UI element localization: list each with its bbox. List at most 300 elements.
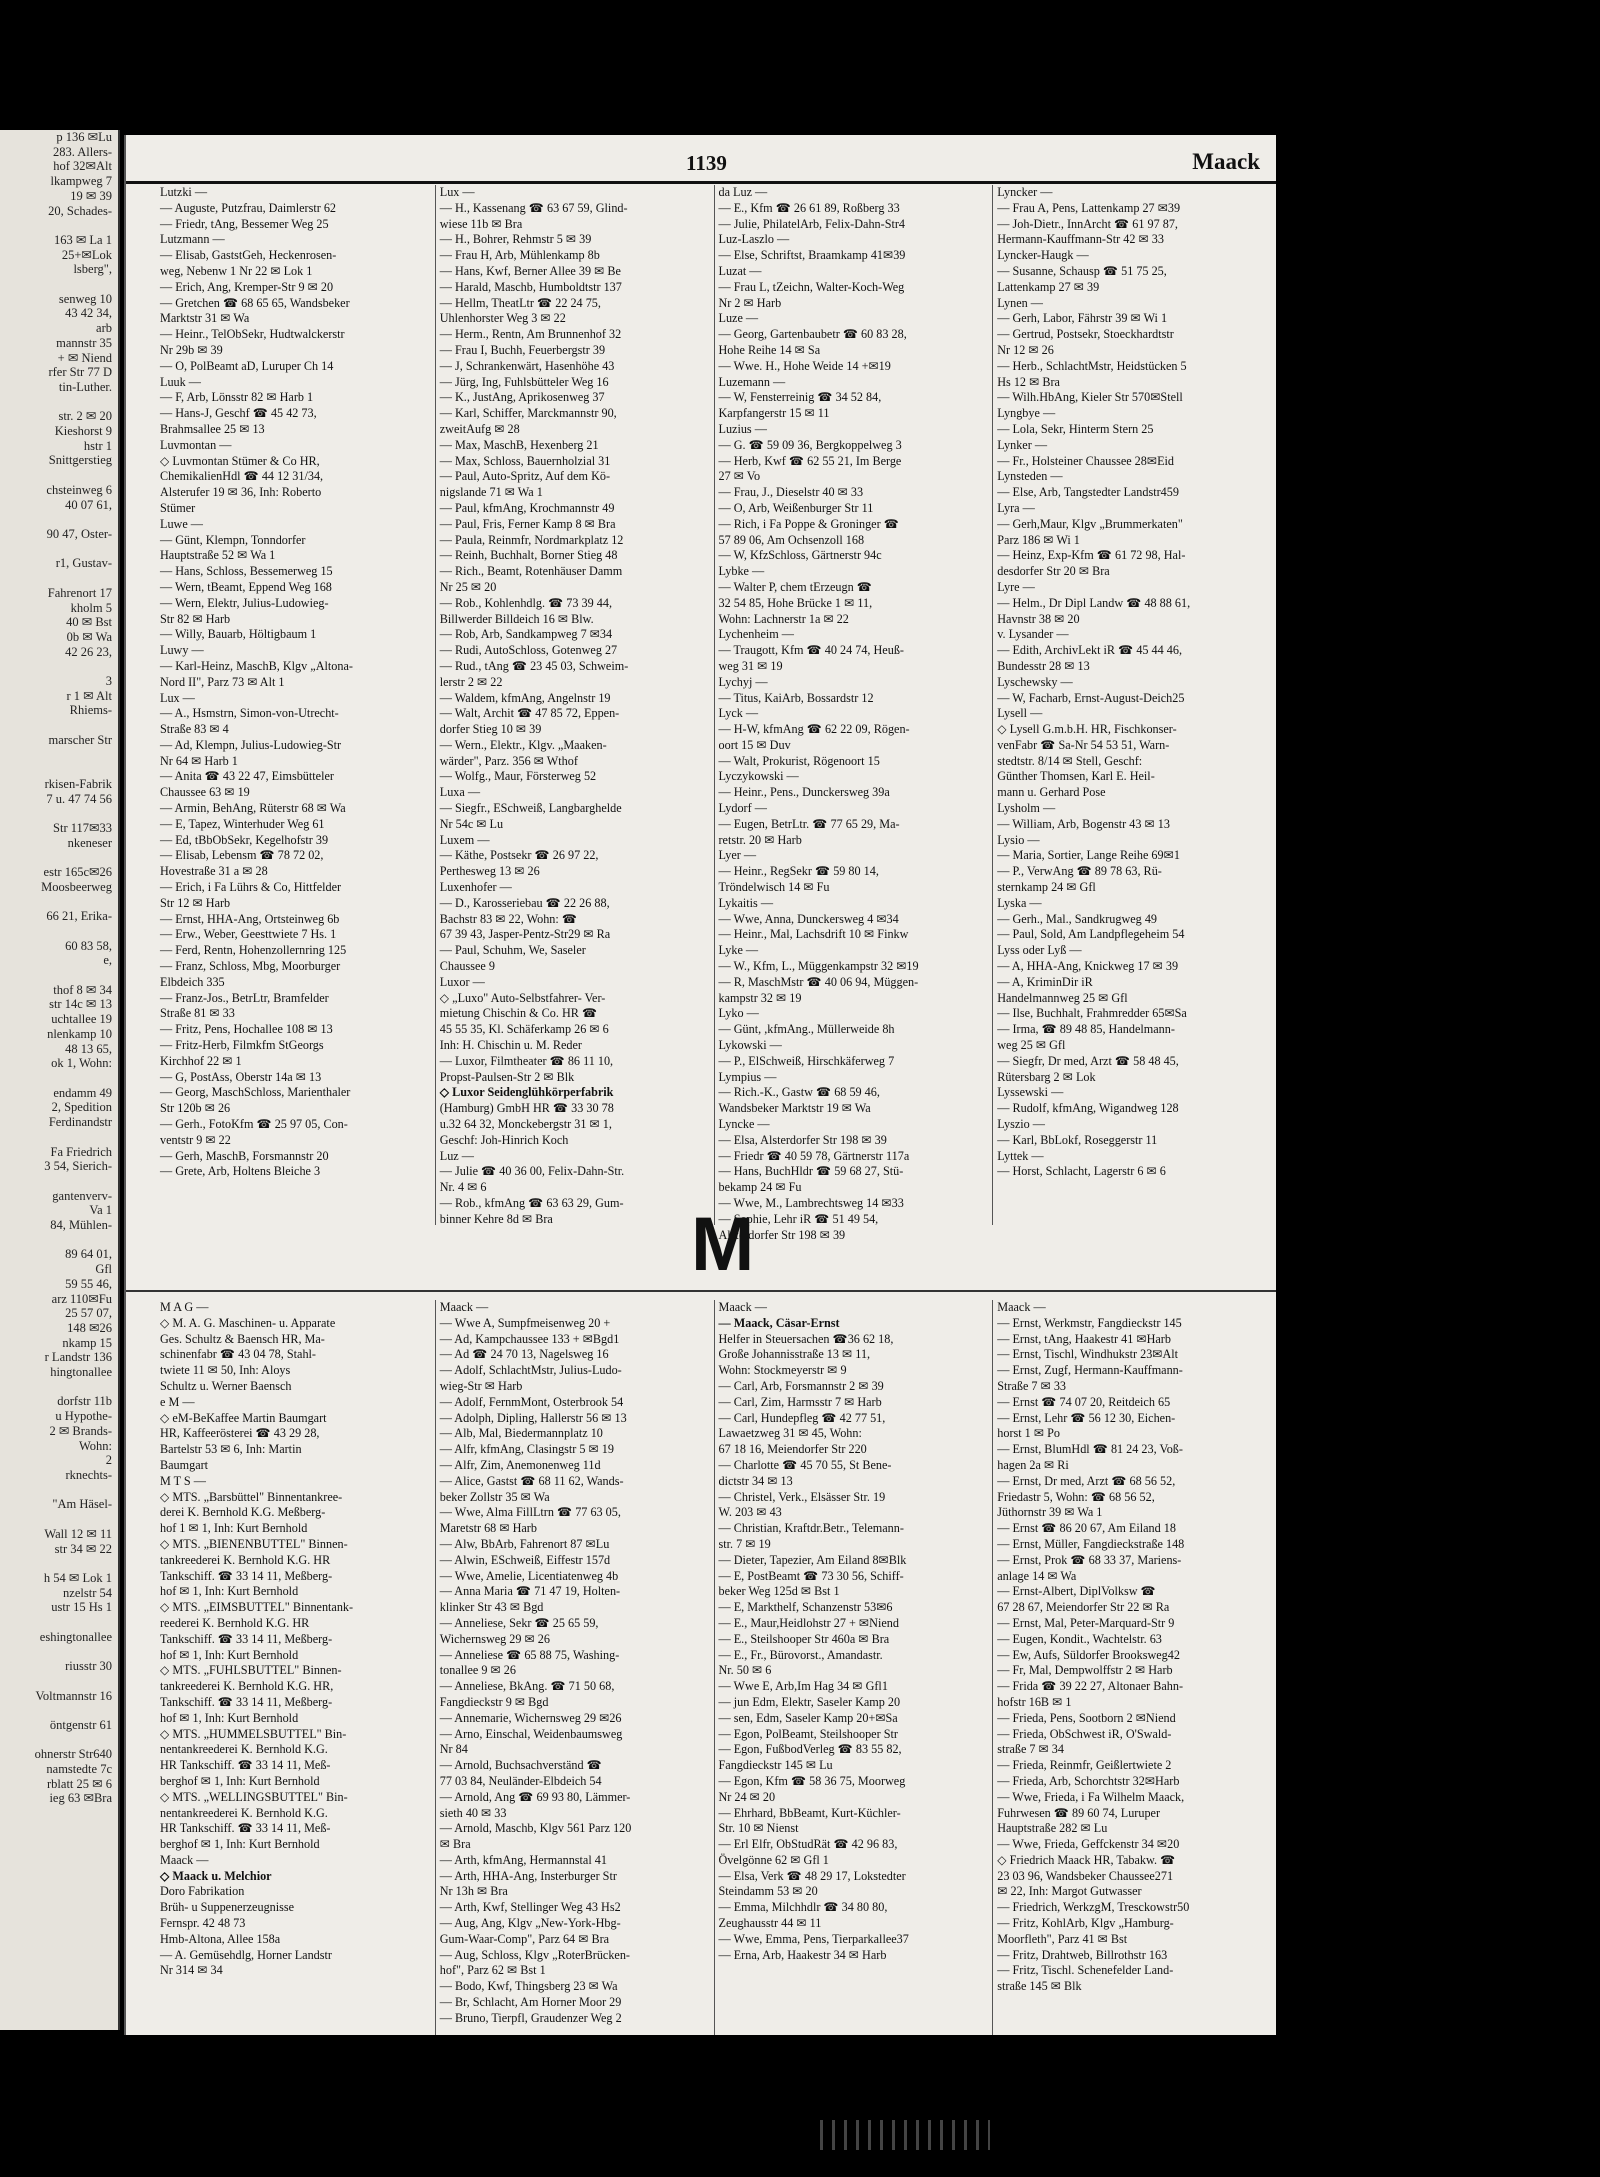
entry-line: — Ernst, HHA-Ang, Ortsteinweg 6b	[160, 911, 340, 926]
entry-line: — Lola, Sekr, Hinterm Stern 25	[997, 421, 1154, 436]
entry-line: anlage 14 ✉ Wa	[997, 1568, 1077, 1583]
fragment-line	[0, 1483, 118, 1498]
entry-line: Tröndelwisch 14 ✉ Fu	[718, 880, 830, 895]
entry-line: — Frau L, tZeichn, Walter-Koch-Weg	[718, 279, 905, 294]
entry-line: — H., Bohrer, Rehmstr 5 ✉ 39	[439, 232, 592, 247]
entry-line: — W, Fensterreinig ☎ 34 52 84,	[718, 390, 882, 405]
entry-line: da Luz —	[718, 185, 768, 199]
fragment-line: p 136 ✉Lu	[56, 130, 112, 144]
entry-line: Hohe Reihe 14 ✉ Sa	[718, 342, 821, 357]
entry-line: Nr 25 ✉ 20	[439, 579, 497, 594]
entry-line: — Rich.-K., Gastw ☎ 68 59 46,	[718, 1085, 880, 1100]
entry-line: Rütersbarg 2 ✉ Lok	[997, 1069, 1096, 1084]
entry-line: ◇ eM-BeKaffee Martin Baumgart	[160, 1410, 327, 1425]
entry-line: Hovestraße 31 a ✉ 28	[160, 864, 268, 879]
entry-line: — Ernst, Tischl, Windhukstr 23✉Alt	[997, 1347, 1179, 1362]
entry-line: Lyschewsky —	[997, 674, 1073, 689]
entry-line: — Else, Schriftst, Braamkamp 41✉39	[718, 248, 906, 263]
fragment-line	[0, 924, 118, 939]
entry-line: Luz —	[439, 1148, 474, 1163]
entry-line: Propst-Paulsen-Str 2 ✉ Blk	[439, 1069, 575, 1084]
entry-line: Maack —	[718, 1300, 767, 1314]
fragment-line: nzelstr 54	[63, 1585, 112, 1600]
entry-line: — Frau, J., Dieselstr 40 ✉ 33	[718, 485, 864, 500]
entry-line: — Wwe A, Sumpfmeisenweg 20 +	[439, 1315, 611, 1330]
entry-line: — A., Hsmstrn, Simon-von-Utrecht-	[160, 706, 339, 721]
entry-line: ◇ Maack u. Melchior	[160, 1868, 272, 1883]
entry-line: 23 03 96, Wandsbeker Chaussee271	[997, 1868, 1174, 1883]
entry-line: — A, KriminDir iR	[997, 974, 1093, 989]
entry-line: — Heinr., RegSekr ☎ 59 80 14,	[718, 864, 879, 879]
entry-line: dorfer Stieg 10 ✉ 39	[439, 722, 542, 737]
entry-line: horst 1 ✉ Po	[997, 1426, 1060, 1441]
entry-line: Marktstr 31 ✉ Wa	[160, 311, 250, 326]
entry-line: ◇ MTS. „Barsbüttel" Binnentankree-	[160, 1489, 343, 1504]
entry-line: — Rob, Arb, Sandkampweg 7 ✉34	[439, 627, 613, 642]
fragment-line: str 14c ✉ 13	[49, 997, 112, 1012]
entry-line: — E, Tapez, Winterhuder Weg 61	[160, 816, 325, 831]
entry-line: — Wwe E, Arb,Im Hag 34 ✉ Gfl1	[718, 1679, 888, 1694]
entry-line: 67 39 43, Jasper-Pentz-Str29 ✉ Ra	[439, 927, 611, 942]
fragment-line: chsteinweg 6	[46, 482, 112, 497]
top-columns	[156, 185, 1271, 1242]
fragment-line: 20, Schades-	[48, 203, 112, 218]
entry-line: Lyra —	[997, 500, 1035, 515]
entry-line: — Alfr, kfmAng, Clasingstr 5 ✉ 19	[439, 1442, 614, 1457]
entry-line: — Erw., Weber, Geesttwiete 7 Hs. 1	[160, 927, 337, 942]
entry-line: ◇ MTS. „FUHLSBUTTEL" Binnen-	[160, 1663, 342, 1678]
entry-line: Elbdeich 335	[160, 974, 225, 989]
entry-line: Lybke —	[718, 564, 765, 579]
fragment-line	[0, 850, 118, 865]
entry-line: Nr 84	[439, 1742, 468, 1757]
entry-line: — Dieter, Tapezier, Am Eiland 8✉Blk	[718, 1552, 907, 1567]
entry-line: nigslande 71 ✉ Wa 1	[439, 485, 543, 500]
entry-line: Hauptstraße 282 ✉ Lu	[997, 1821, 1108, 1836]
fragment-line	[0, 468, 118, 483]
entry-line: — Friedr ☎ 40 59 78, Gärtnerstr 117a	[718, 1148, 910, 1163]
entry-line: wieg-Str ✉ Harb	[439, 1378, 523, 1393]
entry-line: Luzius —	[718, 421, 767, 436]
entry-line: — Arth, Kwf, Stellinger Weg 43 Hs2	[439, 1900, 621, 1915]
entry-line: — Fritz, Pens, Hochallee 108 ✉ 13	[160, 1022, 333, 1037]
entry-line: Uhlenhorster Weg 3 ✉ 22	[439, 311, 566, 326]
entry-line: wiese 11b ✉ Bra	[439, 216, 523, 231]
entry-line: — Aug, Ang, Klgv „New-York-Hbg-	[439, 1916, 621, 1931]
fragment-line	[0, 968, 118, 983]
entry-line: — Ernst ☎ 86 20 67, Am Eiland 18	[997, 1521, 1176, 1536]
entry-line: Brüh- u Suppenerzeugnisse	[160, 1900, 295, 1915]
fragment-line: u Hypothe-	[55, 1409, 112, 1424]
entry-line: Stümer	[160, 500, 196, 515]
entry-line: Luxenhofer —	[439, 880, 512, 895]
entry-line: — Frau H, Arb, Mühlenkamp 8b	[439, 248, 600, 263]
entry-line: Nord II", Parz 73 ✉ Alt 1	[160, 674, 285, 689]
entry-line: ✉ 22, Inh: Margot Gutwasser	[997, 1884, 1142, 1899]
entry-line: — Alw, BbArb, Fahrenort 87 ✉Lu	[439, 1536, 610, 1551]
entry-line: ◇ Luvmontan Stümer & Co HR,	[160, 453, 320, 468]
entry-line: Nr 13h ✉ Bra	[439, 1884, 508, 1899]
entry-line: ◇ „Luxo" Auto-Selbstfahrer- Ver-	[439, 990, 606, 1005]
entry-line: e M —	[160, 1394, 195, 1409]
entry-line: — Käthe, Postsekr ☎ 26 97 22,	[439, 848, 599, 863]
fragment-line: Va 1	[89, 1203, 112, 1218]
entry-line: Luxem —	[439, 832, 490, 847]
entry-line: — Friedrich, WerkzgM, Tresckowstr50	[997, 1900, 1190, 1915]
entry-line: — Carl, Hundepfleg ☎ 42 77 51,	[718, 1410, 886, 1425]
entry-line: Steindamm 53 ✉ 20	[718, 1884, 818, 1899]
entry-line: Jüthornstr 39 ✉ Wa 1	[997, 1505, 1103, 1520]
entry-line: 67 18 16, Meiendorfer Str 220	[718, 1442, 867, 1457]
entry-line: berghof ✉ 1, Inh: Kurt Bernhold	[160, 1773, 320, 1788]
entry-line: — Heinr., TelObSekr, Hudtwalckerstr	[160, 327, 345, 342]
entry-line: Lawaetzweg 31 ✉ 45, Wohn:	[718, 1426, 862, 1441]
entry-line: ◇ Friedrich Maack HR, Tabakw. ☎	[997, 1852, 1176, 1867]
entry-line: Maack —	[439, 1300, 489, 1314]
entry-line: — W., Kfm, L., Müggenkampstr 32 ✉19	[718, 959, 919, 974]
entry-line: — Bodo, Kwf, Thingsberg 23 ✉ Wa	[439, 1979, 618, 1994]
fragment-line: 40 07 61,	[65, 497, 112, 512]
entry-line: Lysell —	[997, 706, 1043, 721]
entry-line: HR Tankschiff. ☎ 33 14 11, Meß-	[160, 1758, 331, 1773]
entry-line: — Erl Elfr, ObStudRät ☎ 42 96 83,	[718, 1837, 898, 1852]
entry-line: — Ernst, Prok ☎ 68 33 37, Mariens-	[997, 1552, 1182, 1567]
entry-line: — Frida ☎ 39 22 27, Altonaer Bahn-	[997, 1679, 1184, 1694]
entry-line: Nr 64 ✉ Harb 1	[160, 753, 238, 768]
entry-line: — Erna, Arb, Haakestr 34 ✉ Harb	[718, 1947, 887, 1962]
entry-line: weg 25 ✉ Gfl	[997, 1038, 1066, 1053]
fragment-line: ustr 15 Hs 1	[51, 1600, 112, 1615]
entry-line: Lynen —	[997, 295, 1043, 310]
column-5	[156, 1300, 435, 2035]
fragment-line: tin-Luther.	[58, 379, 112, 394]
entry-line: HR Tankschiff. ☎ 33 14 11, Meß-	[160, 1821, 331, 1836]
entry-line: — Hans, Kwf, Berner Allee 39 ✉ Be	[439, 263, 621, 278]
entry-line: Straße 81 ✉ 33	[160, 1006, 235, 1021]
fragment-line: 40 ✉ Bst	[66, 615, 112, 630]
entry-line: — P., VerwAng ☎ 89 78 63, Rü-	[997, 864, 1162, 879]
entry-line: 67 28 67, Meiendorfer Str 22 ✉ Ra	[997, 1600, 1170, 1615]
entry-line: zweitAufg ✉ 28	[439, 421, 520, 436]
entry-line: Fangdieckstr 9 ✉ Bgd	[439, 1694, 549, 1709]
entry-line: — Wwe, Alma FillLtrn ☎ 77 63 05,	[439, 1505, 621, 1520]
entry-line: — Max, MaschB, Hexenberg 21	[439, 437, 599, 452]
fragment-line	[0, 1174, 118, 1189]
entry-line: klinker Str 43 ✉ Bgd	[439, 1600, 544, 1615]
entry-line: mietung Chischin & Co. HR ☎	[439, 1006, 598, 1021]
entry-line: — Gerh, Labor, Fährstr 39 ✉ Wi 1	[997, 311, 1168, 326]
fragment-line	[0, 1674, 118, 1689]
entry-line: — Ed, tBbObSekr, Kegelhofstr 39	[160, 832, 329, 847]
fragment-line: 2	[105, 1453, 112, 1468]
entry-line: hof ✉ 1, Inh: Kurt Bernhold	[160, 1710, 299, 1725]
column-7	[714, 1300, 993, 2035]
entry-line: Str 82 ✉ Harb	[160, 611, 231, 626]
fragment-line: 43 42 34,	[65, 306, 112, 321]
entry-line: — Waldem, kfmAng, Angelnstr 19	[439, 690, 611, 705]
entry-line: — Günt, ,kfmAng., Müllerweide 8h	[718, 1022, 895, 1037]
entry-line: — Frau I, Buchh, Feuerbergstr 39	[439, 342, 606, 357]
entry-line: Handelmannweg 25 ✉ Gfl	[997, 990, 1128, 1005]
entry-line: — Adolf, FernmMont, Osterbrook 54	[439, 1394, 624, 1409]
fragment-line: 25+✉Lok	[61, 247, 112, 262]
entry-line: Lyncker —	[997, 185, 1053, 199]
entry-line: Maack —	[997, 1300, 1046, 1314]
fragment-line	[0, 395, 118, 410]
entry-line: 77 03 84, Neuländer-Elbdeich 54	[439, 1773, 602, 1788]
column-6	[435, 1300, 714, 2035]
entry-line: — W, Facharb, Ernst-August-Deich25	[997, 690, 1185, 705]
entry-line: — Irma, ☎ 89 48 85, Handelmann-	[997, 1022, 1175, 1037]
fragment-line	[0, 806, 118, 821]
entry-line: desdorfer Str 20 ✉ Bra	[997, 564, 1110, 579]
fragment-line	[0, 1733, 118, 1748]
entry-line: Lyngbye —	[997, 406, 1056, 421]
fragment-line: uchtallee 19	[51, 1012, 112, 1027]
entry-line: — Elsa, Verk ☎ 48 29 17, Lokstedter	[718, 1868, 906, 1883]
entry-line: hof ✉ 1, Inh: Kurt Bernhold	[160, 1584, 299, 1599]
entry-line: Nr. 50 ✉ 6	[718, 1663, 772, 1678]
entry-line: — Wilh.HbAng, Kieler Str 570✉Stell	[997, 390, 1183, 405]
entry-line: Lyre —	[997, 579, 1035, 594]
entry-line: Alsterdorfer Str 198 ✉ 39	[718, 1227, 846, 1242]
entry-line: straße 7 ✉ 34	[997, 1742, 1064, 1757]
entry-line: — Br, Schlacht, Am Horner Moor 29	[439, 1995, 622, 2010]
entry-line: M T S —	[160, 1473, 206, 1488]
entry-line: — Georg, MaschSchloss, Marienthaler	[160, 1085, 351, 1100]
entry-line: straße 145 ✉ Blk	[997, 1979, 1082, 1994]
entry-line: — Paula, Reinmfr, Nordmarkplatz 12	[439, 532, 624, 547]
entry-line: — Wwe, Emma, Pens, Tierparkallee37	[718, 1931, 909, 1946]
entry-line: Lyssewski —	[997, 1085, 1064, 1100]
entry-line: Hermann-Kauffmann-Str 42 ✉ 33	[997, 232, 1164, 247]
entry-line: Helfer in Steuersachen ☎36 62 18,	[718, 1331, 894, 1346]
entry-line: Tankschiff. ☎ 33 14 11, Meßberg-	[160, 1568, 333, 1583]
fragment-line: hingtonallee	[50, 1365, 112, 1380]
entry-line: — Elisab, Lebensm ☎ 78 72 02,	[160, 848, 324, 863]
entry-line: Maack —	[160, 1852, 209, 1867]
entry-line: Straße 83 ✉ 4	[160, 722, 229, 737]
entry-line: sternkamp 24 ✉ Gfl	[997, 880, 1096, 895]
entry-line: — Fritz, KohlArb, Klgv „Hamburg-	[997, 1916, 1174, 1931]
entry-line: — Heinz, Exp-Kfm ☎ 61 72 98, Hal-	[997, 548, 1186, 563]
entry-line: — Gerh., Mal., Sandkrugweg 49	[997, 911, 1158, 926]
entry-line: — Franz-Jos., BetrLtr, Bramfelder	[160, 990, 329, 1005]
entry-line: — Egon, FußbodVerleg ☎ 83 55 82,	[718, 1742, 902, 1757]
entry-line: Luuk —	[160, 374, 201, 389]
entry-line: Wohn: Lachnerstr 1a ✉ 22	[718, 611, 849, 626]
running-head: Maack	[1192, 149, 1260, 174]
fragment-line	[0, 1644, 118, 1659]
entry-line: — K., JustAng, Aprikosenweg 37	[439, 390, 605, 405]
entry-line: — Wwe, Anna, Dunckersweg 4 ✉34	[718, 911, 899, 926]
entry-line: — Ad, Klempn, Julius-Ludowieg-Str	[160, 737, 342, 752]
entry-line: Wandsbeker Marktstr 19 ✉ Wa	[718, 1101, 871, 1116]
entry-line: — Titus, KaiArb, Bossardstr 12	[718, 690, 874, 705]
entry-line: — Ad, Kampchaussee 133 + ✉Bgd1	[439, 1331, 620, 1346]
entry-line: Lux —	[439, 185, 475, 199]
entry-line: — Gerh,Maur, Klgv „Brummerkaten"	[997, 516, 1183, 531]
fragment-line: 60 83 58,	[65, 938, 112, 953]
fragment-line: e,	[103, 953, 112, 968]
fragment-line: 163 ✉ La 1	[53, 232, 112, 247]
fragment-line	[0, 542, 118, 557]
entry-line: derei K. Bernhold K.G. Meßberg-	[160, 1505, 326, 1520]
entry-line: ventstr 9 ✉ 22	[160, 1132, 231, 1147]
entry-line: hof 1 ✉ 1, Inh: Kurt Bernhold	[160, 1521, 308, 1536]
entry-line: tankreederei K. Bernhold K.G. HR,	[160, 1679, 334, 1694]
entry-line: — Paul, Fris, Ferner Kamp 8 ✉ Bra	[439, 516, 616, 531]
fragment-line: str 34 ✉ 22	[54, 1541, 112, 1556]
fragment-line: r 1 ✉ Alt	[66, 688, 112, 703]
entry-line: — Herb., SchlachtMstr, Heidstücken 5	[997, 358, 1187, 373]
entry-line: — Ehrhard, BbBeamt, Kurt-Küchler-	[718, 1805, 901, 1820]
fragment-line: thof 8 ✉ 34	[53, 982, 112, 997]
fragment-line: 2, Spedition	[51, 1100, 112, 1115]
entry-line: Bartelstr 53 ✉ 6, Inh: Martin	[160, 1442, 302, 1457]
entry-line: — Paul, Schuhm, We, Saseler	[439, 943, 586, 958]
entry-line: Parz 186 ✉ Wi 1	[997, 532, 1080, 547]
entry-line: 32 54 85, Hohe Brücke 1 ✉ 11,	[718, 595, 873, 610]
entry-line: Luzat —	[718, 263, 762, 278]
fragment-line: estr 165c✉26	[43, 865, 112, 880]
entry-line: — Paul, Sold, Am Landpflegeheim 54	[997, 927, 1185, 942]
fragment-line: str. 2 ✉ 20	[58, 409, 112, 424]
entry-line: — Ernst, BlumHdl ☎ 81 24 23, Voß-	[997, 1442, 1183, 1457]
entry-line: Lykowski —	[718, 1038, 782, 1053]
entry-line: Wichernsweg 29 ✉ 26	[439, 1631, 550, 1646]
entry-line: Doro Fabrikation	[160, 1884, 245, 1899]
entry-line: — Gretchen ☎ 68 65 65, Wandsbeker	[160, 295, 350, 310]
entry-line: Lyttek —	[997, 1148, 1044, 1163]
entry-line: — Maack, Cäsar-Ernst	[718, 1315, 840, 1330]
fragment-line: hof 32✉Alt	[53, 159, 112, 174]
entry-line: — Rich, i Fa Poppe & Groninger ☎	[718, 516, 899, 531]
fragment-line: senweg 10	[58, 291, 112, 306]
entry-line: beker Zollstr 35 ✉ Wa	[439, 1489, 550, 1504]
entry-line: Luz-Laszlo —	[718, 232, 790, 247]
entry-line: Nr 24 ✉ 20	[718, 1789, 776, 1804]
fragment-line: lsberg",	[73, 262, 112, 277]
fragment-line: ohnerstr Str640	[34, 1747, 112, 1762]
entry-line: — Fritz-Herb, Filmkfm StGeorgs	[160, 1038, 324, 1053]
entry-line: — Siegfr, Dr med, Arzt ☎ 58 48 45,	[997, 1053, 1179, 1068]
entry-line: — Frieda, ObSchwest iR, O'Swald-	[997, 1726, 1172, 1741]
entry-line: (Hamburg) GmbH HR ☎ 33 30 78	[439, 1101, 614, 1116]
entry-line: Perthesweg 13 ✉ 26	[439, 864, 540, 879]
entry-line: — Rob., kfmAng ☎ 63 63 29, Gum-	[439, 1196, 624, 1210]
entry-line: — Else, Arb, Tangstedter Landstr459	[997, 485, 1179, 500]
entry-line: — Walt, Prokurist, Rögenoort 15	[718, 753, 880, 768]
entry-line: — Rob., Kohlenhdlg. ☎ 73 39 44,	[439, 595, 613, 610]
fragment-line: Ferdinandstr	[48, 1115, 112, 1130]
entry-line: — Elsa, Alsterdorfer Str 198 ✉ 39	[718, 1132, 887, 1147]
entry-line: — Traugott, Kfm ☎ 40 24 74, Heuß-	[718, 643, 904, 658]
entry-line: — W, KfzSchloss, Gärtnerstr 94c	[718, 548, 882, 563]
fragment-line: 148 ✉26	[67, 1320, 112, 1335]
entry-line: — Erich, Ang, Kremper-Str 9 ✉ 20	[160, 279, 334, 294]
entry-line: Luxor —	[439, 974, 485, 989]
entry-line: — Jürg, Ing, Fuhlsbütteler Weg 16	[439, 374, 609, 389]
entry-line: — Frau A, Pens, Lattenkamp 27 ✉39	[997, 200, 1181, 215]
entry-line: — E., Steilshooper Str 460a ✉ Bra	[718, 1631, 890, 1646]
entry-line: Fuhrwesen ☎ 89 60 74, Luruper	[997, 1805, 1161, 1820]
entry-line: — Paul, kfmAng, Krochmannstr 49	[439, 500, 615, 515]
entry-line: Karpfangerstr 15 ✉ 11	[718, 406, 830, 421]
entry-line: — Anneliese ☎ 65 88 75, Washing-	[439, 1647, 620, 1662]
entry-line: — Karl, BbLokf, Roseggerstr 11	[997, 1132, 1158, 1147]
entry-line: — Arnold, Buchsachverständ ☎	[439, 1758, 602, 1773]
entry-line: — sen, Edm, Saseler Kamp 20+✉Sa	[718, 1710, 898, 1725]
entry-line: Hmb-Altona, Allee 158a	[160, 1931, 281, 1946]
entry-line: HR, Kaffeerösterei ☎ 43 29 28,	[160, 1426, 320, 1441]
fragment-line: 19 ✉ 39	[70, 188, 112, 203]
entry-line: — Egon, PolBeamt, Steilshooper Str	[718, 1726, 898, 1741]
entry-line: hof", Parz 62 ✉ Bst 1	[439, 1963, 546, 1978]
entry-line: — Ernst, Zugf, Hermann-Kauffmann-	[997, 1363, 1183, 1378]
entry-line: — Ernst, Mal, Peter-Marquard-Str 9	[997, 1615, 1175, 1630]
entry-line: — Anna Maria ☎ 71 47 19, Holten-	[439, 1584, 621, 1599]
entry-line: — Ilse, Buchhalt, Frahmredder 65✉Sa	[997, 1006, 1187, 1021]
entry-line: tonallee 9 ✉ 26	[439, 1663, 516, 1678]
entry-line: — F, Arb, Lönsstr 82 ✉ Harb 1	[160, 390, 314, 405]
fragment-line: 3	[105, 674, 112, 689]
entry-line: Fangdieckstr 145 ✉ Lu	[718, 1758, 833, 1773]
entry-line: — Hans, BuchHldr ☎ 59 68 27, Stü-	[718, 1164, 904, 1179]
entry-line: — Ernst-Albert, DiplVolksw ☎	[997, 1584, 1156, 1599]
entry-line: — Helm., Dr Dipl Landw ☎ 48 88 61,	[997, 595, 1191, 610]
entry-line: — E, PostBeamt ☎ 73 30 56, Schiff-	[718, 1568, 904, 1583]
entry-line: — jun Edm, Elektr, Saseler Kamp 20	[718, 1694, 901, 1709]
bottom-columns	[156, 1300, 1271, 2035]
fragment-line: mannstr 35	[56, 335, 112, 350]
entry-line: Große Johannisstraße 13 ✉ 11,	[718, 1347, 871, 1362]
entry-line: — Elisab, GaststGeh, Heckenrosen-	[160, 248, 337, 263]
entry-line: — Wern, tBeamt, Eppend Weg 168	[160, 579, 332, 594]
entry-line: Luxa —	[439, 785, 481, 800]
entry-line: — E., Fr., Bürovorst., Amandastr.	[718, 1647, 883, 1662]
entry-line: Lydorf —	[718, 801, 767, 816]
entry-line: Nr 2 ✉ Harb	[718, 295, 782, 310]
entry-line: — Willy, Bauarb, Höltigbaum 1	[160, 627, 317, 642]
entry-line: Baumgart	[160, 1457, 209, 1472]
section-rule	[126, 1290, 1276, 1292]
entry-line: — Adolph, Dipling, Hallerstr 56 ✉ 13	[439, 1410, 627, 1425]
entry-line: — E, Markthelf, Schanzenstr 53✉6	[718, 1600, 893, 1615]
entry-line: — Siegfr., ESchweiß, Langbarghelde	[439, 801, 622, 816]
entry-line: Inh: H. Chischin u. M. Reder	[439, 1038, 582, 1053]
entry-line: Lyss oder Lyß —	[997, 943, 1082, 958]
entry-line: — Paul, Auto-Spritz, Auf dem Kö-	[439, 469, 611, 484]
entry-line: — Arnold, Maschb, Klgv 561 Parz 120	[439, 1821, 632, 1836]
entry-line: — G. ☎ 59 09 36, Bergkoppelweg 3	[718, 437, 902, 452]
entry-line: — Alice, Gastst ☎ 68 11 62, Wands-	[439, 1473, 624, 1488]
entry-line: Moorfleth", Parz 41 ✉ Bst	[997, 1931, 1128, 1946]
entry-line: Lutzki —	[160, 185, 208, 199]
entry-line: lerstr 2 ✉ 22	[439, 674, 503, 689]
entry-line: Str 12 ✉ Harb	[160, 895, 231, 910]
fragment-line: 42 26 23,	[65, 644, 112, 659]
entry-line: — Ad ☎ 24 70 13, Nagelsweg 16	[439, 1347, 609, 1362]
entry-line: — Julie, PhilatelArb, Felix-Dahn-Str4	[718, 216, 906, 231]
fragment-line: nkamp 15	[62, 1335, 112, 1350]
entry-line: beker Weg 125d ✉ Bst 1	[718, 1584, 840, 1599]
entry-line: — Arnold, Ang ☎ 69 93 80, Lämmer-	[439, 1789, 631, 1804]
fragment-line: Moosbeerweg	[41, 879, 112, 894]
fragment-line	[0, 512, 118, 527]
fragment-line: öntgenstr 61	[49, 1717, 112, 1732]
fragment-line: rfer Str 77 D	[48, 365, 112, 380]
